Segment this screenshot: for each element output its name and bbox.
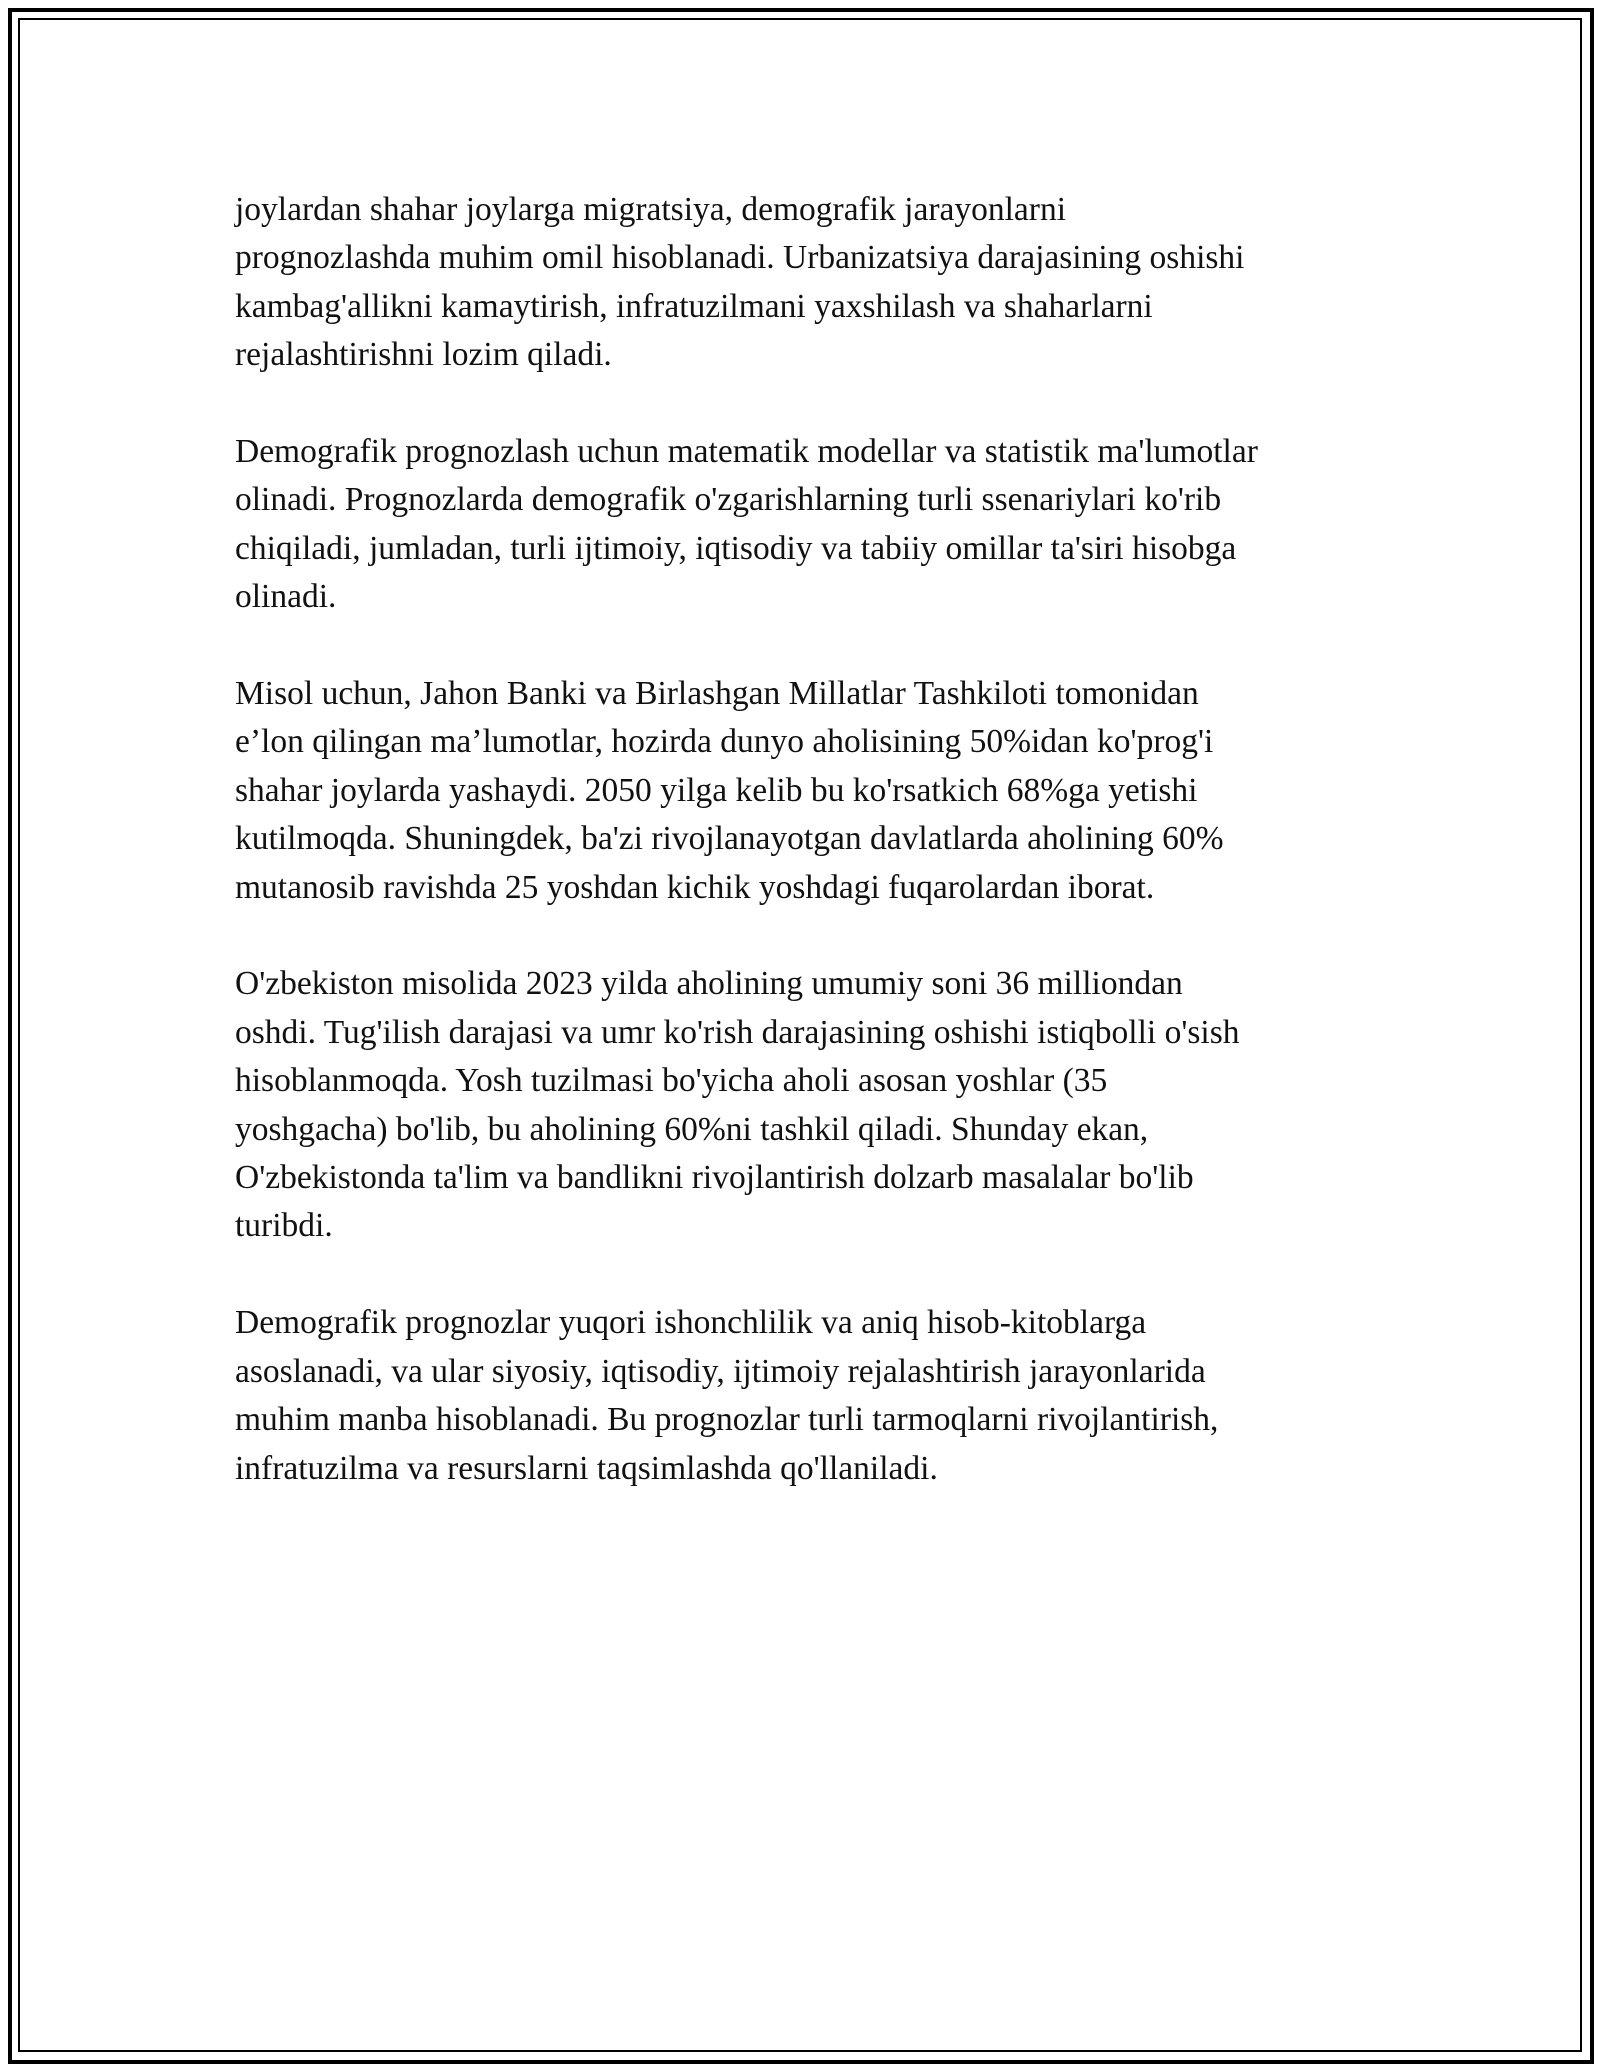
paragraph-line: prognozlashda muhim omil hisoblanadi. Urbanizatsiya darajasining oshishi (235, 239, 1245, 277)
paragraph-line: Demografik prognozlar yuqori ishonchlilik va aniq hisob-kitoblarga (235, 1304, 1147, 1342)
paragraph-1 (235, 186, 1375, 380)
paragraph-line: shahar joylarda yashaydi. 2050 yilga kelib bu ko'rsatkich 68%ga yetishi (235, 771, 1198, 809)
paragraph-line: muhim manba hisoblanadi. Bu prognozlar turli tarmoqlarni rivojlantirish, (235, 1401, 1219, 1439)
paragraph-line: oshdi. Tug'ilish darajasi va umr ko'rish darajasining oshishi istiqbolli o'sish (235, 1013, 1240, 1051)
paragraph-line: olinadi. Prognozlarda demografik o'zgarishlarning turli ssenariylari ko'rib (235, 481, 1222, 519)
paragraph-5 (235, 1299, 1375, 1493)
paragraph-line: Misol uchun, Jahon Banki va Birlashgan Millatlar Tashkiloti tomonidan (235, 675, 1199, 713)
paragraph-line: e’lon qilingan ma’lumotlar, hozirda dunyo aholisining 50%idan ko'prog'i (235, 723, 1214, 761)
paragraph-line: yoshgacha) bo'lib, bu aholining 60%ni tashkil qiladi. Shunday ekan, (235, 1110, 1149, 1148)
paragraph-line: infratuzilma va resurslarni taqsimlashda qo'llaniladi. (235, 1449, 938, 1487)
paragraph-2 (235, 428, 1375, 622)
paragraph-line: Demografik prognozlash uchun matematik modellar va statistik ma'lumotlar (235, 433, 1258, 471)
paragraph-line: kambag'allikni kamaytirish, infratuzilmani yaxshilash va shaharlarni (235, 287, 1153, 325)
paragraph-3 (235, 670, 1375, 912)
paragraph-4 (235, 960, 1375, 1250)
paragraph-line: hisoblanmoqda. Yosh tuzilmasi bo'yicha aholi asosan yoshlar (35 (235, 1062, 1108, 1100)
paragraph-line: joylardan shahar joylarga migratsiya, demografik jarayonlarni (235, 191, 1067, 228)
paragraph-line: mutanosib ravishda 25 yoshdan kichik yoshdagi fuqarolardan iborat. (235, 868, 1155, 906)
paragraph-line: asoslanadi, va ular siyosiy, iqtisodiy, ijtimoiy rejalashtirish jarayonlarida (235, 1352, 1206, 1390)
paragraph-line: O'zbekistonda ta'lim va bandlikni rivojlantirish dolzarb masalalar bo'lib (235, 1159, 1194, 1197)
paragraph-line: kutilmoqda. Shuningdek, ba'zi rivojlanayotgan davlatlarda aholining 60% (235, 820, 1224, 858)
document-body (235, 186, 1375, 1541)
paragraph-line: turibdi. (235, 1207, 333, 1245)
paragraph-line: O'zbekiston misolida 2023 yilda aholining umumiy soni 36 milliondan (235, 965, 1183, 1003)
paragraph-line: rejalashtirishni lozim qiladi. (235, 336, 612, 374)
paragraph-line: olinadi. (235, 578, 337, 616)
paragraph-line: chiqiladi, jumladan, turli ijtimoiy, iqtisodiy va tabiiy omillar ta'siri hisobga (235, 529, 1237, 567)
